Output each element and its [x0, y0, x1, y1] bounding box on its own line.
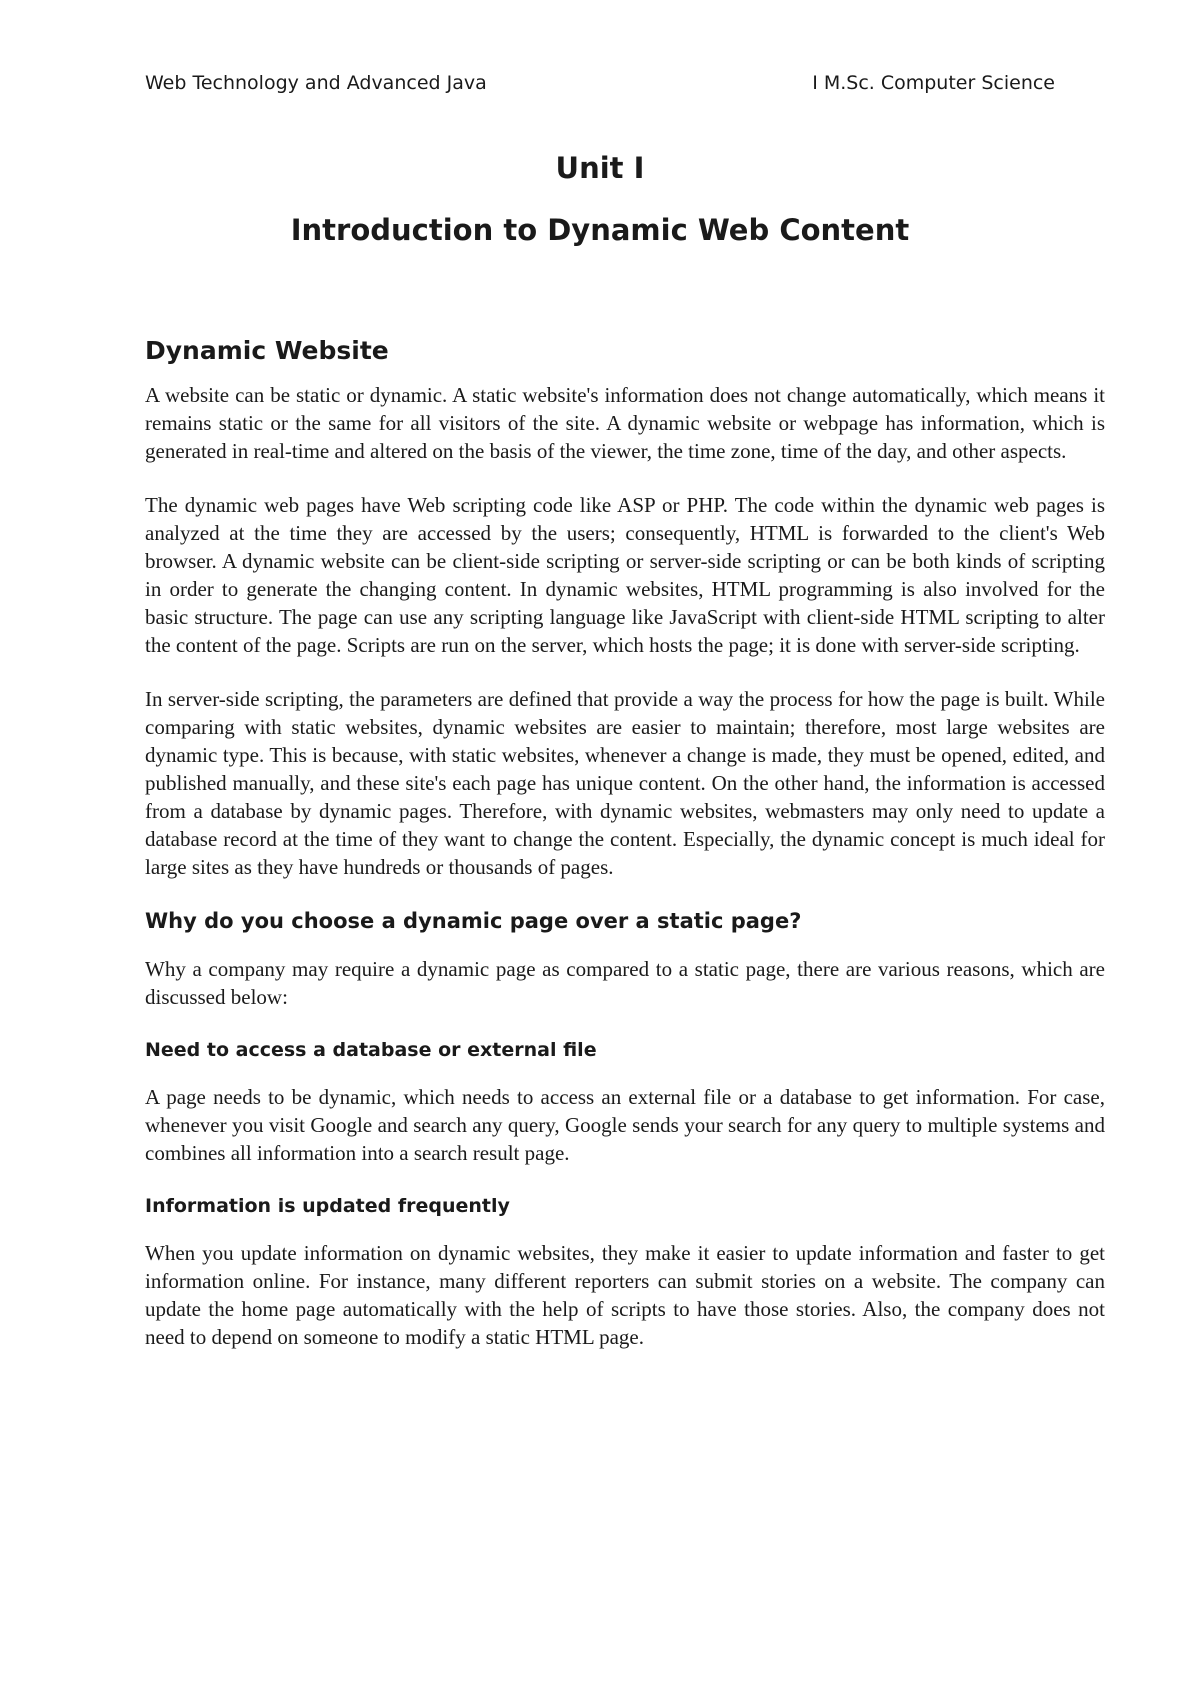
section-heading-dynamic-website: Dynamic Website — [145, 336, 389, 365]
paragraph: When you update information on dynamic websites, they make it easier to update information and faster to get information online. For instance, many different reporters can submit stories on a website. The company can update the home page automatically with the help of scripts to have those stories. Also, the company does not need to depend on someone to modify a static HTML page. — [145, 1241, 1105, 1349]
paragraph: The dynamic web pages have Web scripting code like ASP or PHP. The code within the dynamic web pages is analyzed at the time they are accessed by the users; consequently, HTML is forwarded to the client's Web browser. A dynamic website can be client-side scripting or server-side scripting or can be both kinds of scripting in order to generate the changing content. In dynamic websites, HTML programming is also involved for the basic structure. The page can use any scripting language like JavaScript with client-side HTML scripting to alter the content of the page. Scripts are run on the server, which hosts the page; it is done with server-side scripting. — [145, 493, 1105, 657]
running-header — [145, 72, 1055, 94]
document-body — [145, 335, 1105, 1377]
chapter-title: Introduction to Dynamic Web Content — [290, 213, 910, 247]
subheading-info-updated: Information is updated frequently — [145, 1195, 510, 1217]
section-heading-why-dynamic: Why do you choose a dynamic page over a static page? — [145, 909, 802, 933]
title-block — [145, 150, 1055, 248]
header-course-title: Web Technology and Advanced Java — [145, 72, 487, 94]
subheading-need-database: Need to access a database or external file — [145, 1039, 597, 1061]
unit-title: Unit I — [555, 151, 645, 185]
paragraph: Why a company may require a dynamic page as compared to a static page, there are various reasons, which are discussed below: — [145, 957, 1105, 1009]
paragraph: In server-side scripting, the parameters are defined that provide a way the process for how the page is built. While comparing with static websites, dynamic websites are easier to maintain; therefore, most large websites are dynamic type. This is because, with static websites, whenever a change is made, they must be opened, edited, and published manually, and these site's each page has unique content. On the other hand, the information is accessed from a database by dynamic pages. Therefore, with dynamic websites, webmasters may only need to update a database record at the time of they want to change the content. Especially, the dynamic concept is much ideal for large sites as they have hundreds or thousands of pages. — [145, 687, 1105, 879]
header-program: I M.Sc. Computer Science — [812, 72, 1055, 94]
paragraph: A website can be static or dynamic. A static website's information does not change automatically, which means it remains static or the same for all visitors of the site. A dynamic website or webpage has information, which is generated in real-time and altered on the basis of the viewer, the time zone, time of the day, and other aspects. — [145, 383, 1105, 463]
paragraph: A page needs to be dynamic, which needs to access an external file or a database to get information. For case, whenever you visit Google and search any query, Google sends your search for any query to multiple systems and combines all information into a search result page. — [145, 1085, 1105, 1165]
